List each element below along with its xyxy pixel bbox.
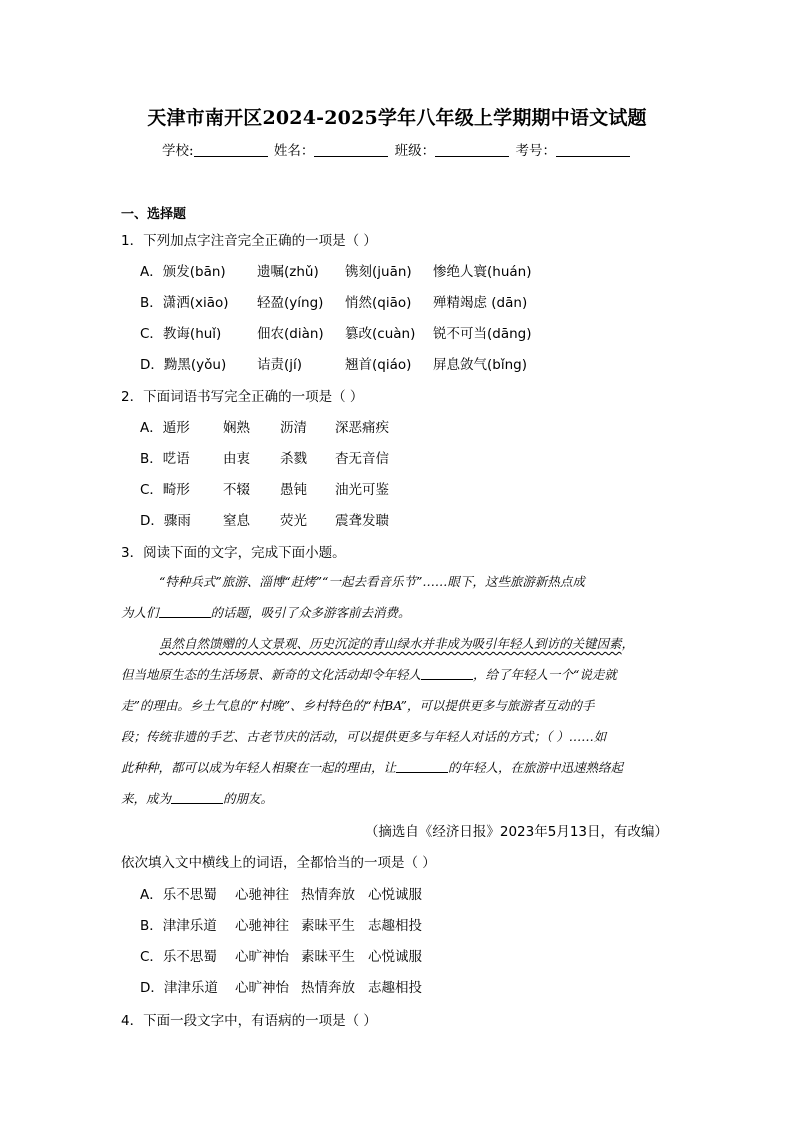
option-term: 锐不可当(dāng) — [433, 326, 532, 342]
option-term: C．畸形 — [140, 482, 190, 498]
passage-line — [121, 783, 676, 814]
option-term: 篡改(cuàn) — [345, 326, 416, 342]
option-term: 沥清 — [280, 420, 307, 436]
passage-text: 的年轻人，在旅游中迅速熟络起 — [448, 760, 624, 775]
passage-line: 段；传统非遗的手艺、古老节庆的活动，可以提供更多与年轻人对话的方式；（ ）……如 — [121, 729, 607, 744]
question-1-option-d[interactable] — [140, 353, 527, 373]
option-term: A．遁形 — [140, 420, 190, 436]
passage-text: ，给了年轻人一个“说走就 — [473, 667, 617, 682]
option-term: 震聋发聩 — [335, 513, 389, 529]
question-2-option-a[interactable] — [140, 416, 389, 436]
option-term: D．黝黑(yǒu) — [140, 357, 227, 373]
option-term: 不辍 — [223, 482, 250, 498]
option-term: 杀戮 — [280, 451, 307, 467]
option-term: 素昧平生 — [301, 918, 355, 934]
blank-2[interactable] — [421, 667, 473, 680]
option-term: B．津津乐道 — [140, 918, 217, 934]
question-3-option-d[interactable] — [140, 976, 422, 996]
option-term: 心旷神怡 — [235, 949, 289, 965]
option-term: 轻盈(yíng) — [257, 295, 324, 311]
question-1-option-b[interactable] — [140, 291, 527, 311]
option-term: 由衷 — [223, 451, 250, 467]
option-term: 镌刻(juān) — [345, 264, 412, 280]
option-term: 屏息敛气(bǐng) — [433, 357, 527, 373]
option-term: 志趣相投 — [368, 980, 422, 996]
option-term: 心驰神往 — [235, 887, 289, 903]
blank-3[interactable] — [396, 760, 448, 773]
passage-text: 来，成为 — [121, 791, 172, 806]
option-term: B．呓语 — [140, 451, 190, 467]
blank-4[interactable] — [171, 791, 223, 804]
passage-text: 的朋友。 — [223, 791, 274, 806]
name-field[interactable] — [314, 142, 388, 157]
wavy-underlined-sentence: 虽然自然馈赠的人文景观、历史沉淀的青山绿水并非成为吸引年轻人到访的关键因素 — [159, 636, 622, 651]
blank-1[interactable] — [159, 605, 211, 618]
option-term: C．教诲(huǐ) — [140, 326, 222, 342]
option-term: D．骤雨 — [140, 513, 191, 529]
option-term: 志趣相投 — [368, 918, 422, 934]
option-term: 殚精竭虑 (dān) — [433, 295, 528, 311]
option-term: 热情奔放 — [301, 887, 355, 903]
passage-line — [121, 597, 676, 628]
number-field[interactable] — [556, 142, 630, 157]
passage-text: ， — [621, 636, 635, 651]
option-term: 杳无音信 — [335, 451, 389, 467]
question-2-stem: 2．下面词语书写完全正确的一项是（ ） — [121, 389, 364, 405]
passage-text: 为人们 — [121, 605, 159, 620]
option-term: 心悦诚服 — [368, 949, 422, 965]
option-term: 佃农(diàn) — [257, 326, 324, 342]
passage-line — [121, 628, 676, 659]
question-3-option-a[interactable] — [140, 883, 422, 903]
question-2-option-b[interactable] — [140, 447, 389, 467]
option-term: D．津津乐道 — [140, 980, 218, 996]
option-term: 油光可鉴 — [335, 482, 389, 498]
option-term: A．颁发(bān) — [140, 264, 226, 280]
question-3-option-b[interactable] — [140, 914, 422, 934]
question-1-option-a[interactable] — [140, 260, 531, 280]
passage-source: （摘选自《经济日报》2023年5月13日，有改编） — [364, 824, 668, 840]
option-term: 荧光 — [280, 513, 307, 529]
reading-passage — [121, 566, 676, 814]
section-heading: 一、选择题 — [121, 207, 187, 222]
option-term: 诘责(jí) — [257, 357, 303, 373]
question-1-option-c[interactable] — [140, 322, 532, 342]
page-title: 天津市南开区2024-2025学年八年级上学期期中语文试题 — [147, 107, 647, 129]
option-term: 窒息 — [223, 513, 250, 529]
option-term: 愚钝 — [280, 482, 307, 498]
passage-text: 但当地原生态的生活场景、新奇的文化活动却令年轻人 — [121, 667, 422, 682]
option-term: 心悦诚服 — [368, 887, 422, 903]
option-term: 热情奔放 — [301, 980, 355, 996]
question-2-option-c[interactable] — [140, 478, 389, 498]
option-term: 心旷神怡 — [235, 980, 289, 996]
option-term: B．潇洒(xiāo) — [140, 295, 229, 311]
question-4-stem: 4．下面一段文字中，有语病的一项是（ ） — [121, 1013, 377, 1029]
passage-line — [121, 659, 676, 690]
question-3-sub-stem: 依次填入文中横线上的词语，全都恰当的一项是（ ） — [121, 855, 436, 871]
option-term: 悄然(qiāo) — [345, 295, 412, 311]
class-label: 班级： — [394, 143, 436, 159]
question-3-option-c[interactable] — [140, 945, 422, 965]
school-field[interactable] — [194, 142, 268, 157]
passage-line: “特种兵式”旅游、淄博“赶烤”“一起去看音乐节”……眼下，这些旅游新热点成 — [159, 574, 585, 589]
name-label: 姓名： — [273, 143, 315, 159]
option-term: 素昧平生 — [301, 949, 355, 965]
option-term: 娴熟 — [223, 420, 250, 436]
class-field[interactable] — [435, 142, 509, 157]
question-2-option-d[interactable] — [140, 509, 389, 529]
option-term: 遗嘱(zhǔ) — [257, 264, 319, 280]
passage-line — [121, 752, 676, 783]
option-term: 深恶痛疾 — [335, 420, 389, 436]
number-label: 考号： — [515, 143, 556, 159]
passage-text: 此种种，都可以成为年轻人相聚在一起的理由，让 — [121, 760, 397, 775]
passage-line: 走”的理由。乡土气息的“村晚”、乡村特色的“村BA”，可以提供更多与旅游者互动的手 — [121, 698, 595, 713]
option-term: A．乐不思蜀 — [140, 887, 217, 903]
passage-text: 的话题，吸引了众多游客前去消费。 — [210, 605, 411, 620]
question-3-stem: 3．阅读下面的文字，完成下面小题。 — [121, 545, 346, 561]
question-1-stem: 1．下列加点字注音完全正确的一项是（ ） — [121, 233, 377, 249]
option-term: 心驰神往 — [235, 918, 289, 934]
option-term: 惨绝人寰(huán) — [433, 264, 532, 280]
student-info-line — [0, 139, 794, 159]
option-term: 翘首(qiáo) — [345, 357, 412, 373]
option-term: C．乐不思蜀 — [140, 949, 217, 965]
school-label: 学校: — [162, 143, 194, 159]
